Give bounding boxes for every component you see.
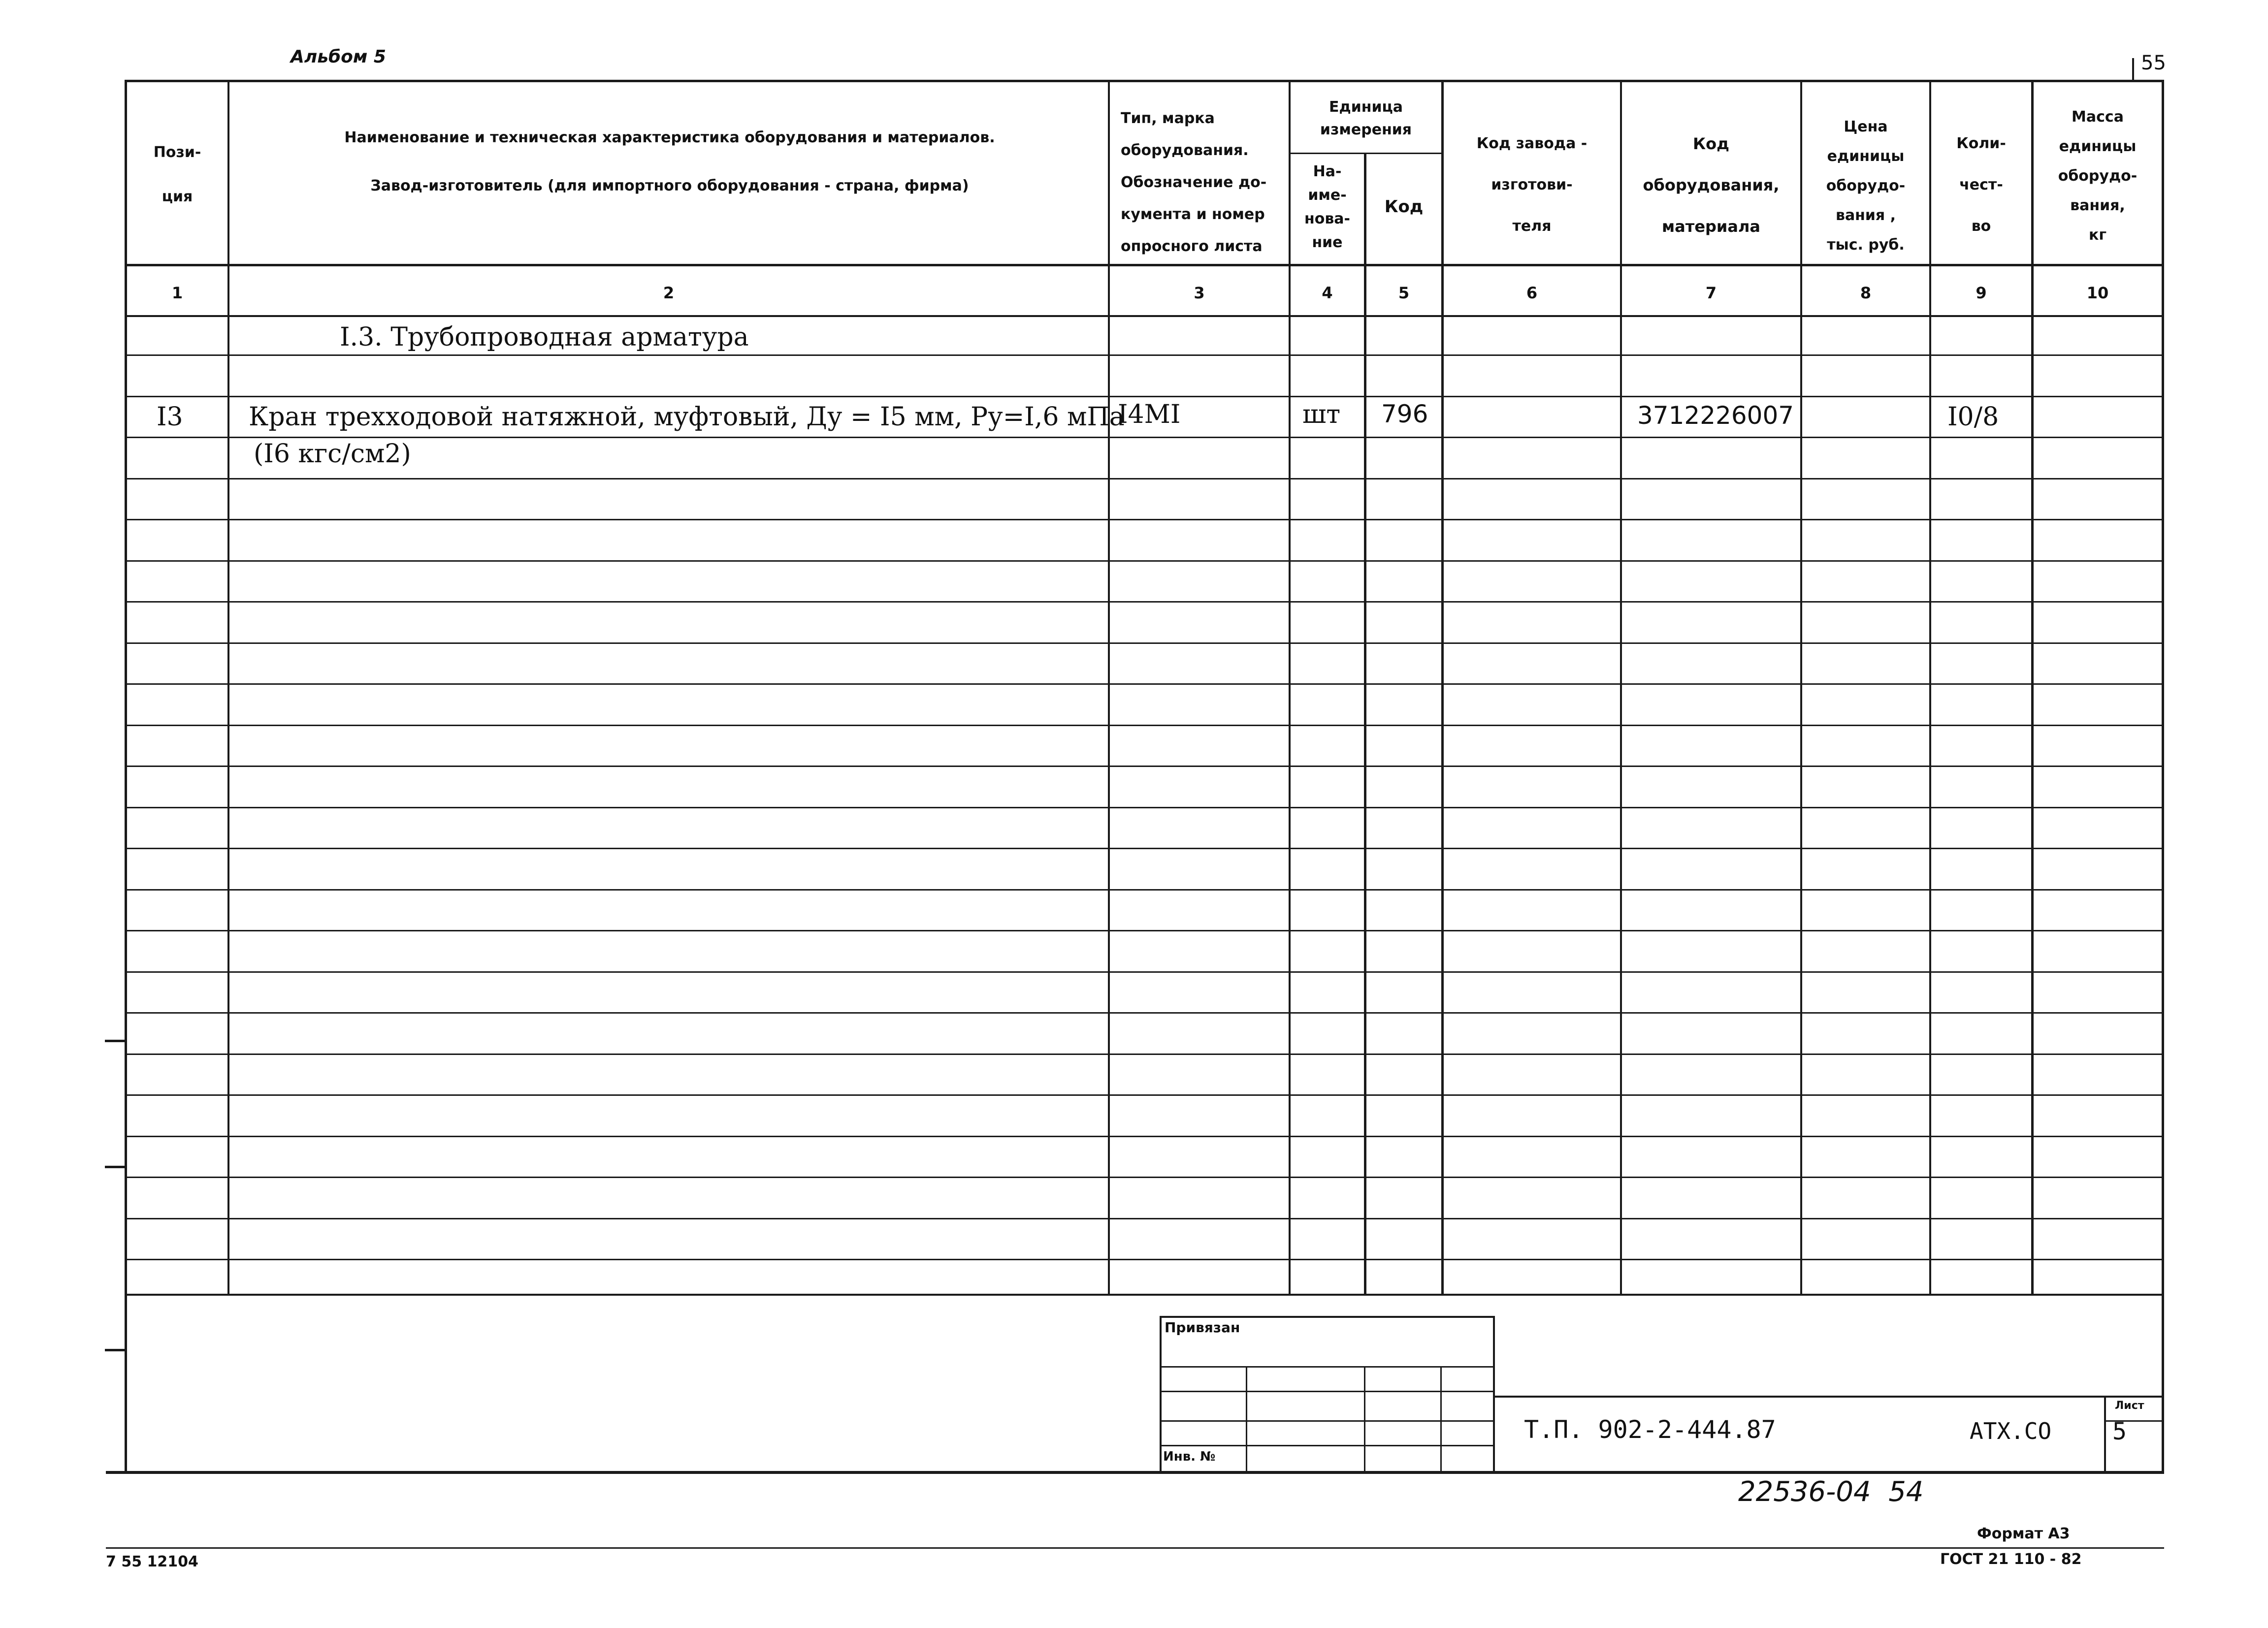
table-top-border [125,80,2163,82]
row-line [125,354,2163,356]
table-bottom-border [106,1471,2164,1474]
stamp-box-right [1493,1316,1495,1472]
row-line [125,642,2163,644]
colnum-2: 2 [663,284,675,302]
stamp-row-2 [1160,1391,1494,1392]
item-unit-name: шт [1302,400,1341,429]
row-line [125,1259,2163,1260]
sheet-number: 5 [2112,1418,2127,1445]
row-line [125,1094,2163,1096]
margin-tick-3 [105,1349,126,1351]
colnum-6: 6 [1526,284,1538,302]
header-position: Пози- ция [153,144,201,205]
row-line [125,601,2163,603]
colnum-4: 4 [1322,284,1333,302]
margin-tick-1 [105,1040,126,1042]
row-line [125,766,2163,767]
row-line [125,437,2163,438]
header-name-line1: Наименование и техническая характеристика оборудования и материалов. [344,129,995,146]
row-line [125,971,2163,973]
doc-code: Т.П. 902-2-444.87 [1524,1415,1776,1444]
top-right-tick [2132,58,2134,81]
title-block-top [1494,1396,2163,1398]
col-line-5 [1441,80,1444,1295]
item-name-line2: (I6 кгс/см2) [254,439,411,469]
row-line [125,1177,2163,1178]
sheet-label: Лист [2115,1400,2144,1412]
row-line [125,1136,2163,1137]
stamp-box-left [1160,1316,1162,1472]
table-right-border [2162,80,2164,1473]
stamp-row-3 [1160,1420,1494,1422]
row-line [125,889,2163,891]
col-line-8 [1929,80,1931,1295]
header-price: Цена единицы оборудо- вания , тыс. руб. [1826,118,1906,254]
stamp-col-3 [1440,1366,1442,1472]
row-line [125,1053,2163,1055]
gost-label: ГОСТ 21 110 - 82 [1940,1551,2082,1568]
header-mass: Масса единицы оборудо- вания, кг [2058,108,2138,244]
item-position: I3 [157,402,183,432]
bottom-line [106,1547,2164,1549]
format-label: Формат А3 [1977,1525,2070,1542]
col-line-6 [1620,80,1622,1295]
header-unit: Единица измерения [1320,98,1412,138]
album-label: Альбом 5 [291,47,386,67]
row-line [125,560,2163,562]
colnum-7: 7 [1705,284,1717,302]
item-quantity: I0/8 [1947,402,1999,432]
page-number-top: 55 [2141,52,2166,74]
colnum-9: 9 [1976,284,1987,302]
header-factory-code: Код завода - изготови- теля [1476,135,1588,235]
header-unit-name: На- име- нова- ние [1304,163,1351,251]
stamp-row-1 [1160,1366,1494,1368]
row-line [125,1218,2163,1219]
stamp-col-1 [1246,1366,1247,1472]
handwritten-number: 22536-04 54 [1738,1476,1924,1508]
colnum-3: 3 [1194,284,1205,302]
header-type: Тип, марка оборудования. Обозначение до- кумента и номер опросного листа [1121,110,1267,255]
header-quantity: Коли- чест- во [1956,135,2006,235]
row-line [125,683,2163,685]
colnum-5: 5 [1398,284,1410,302]
item-equipment-code: 3712226007 [1637,401,1794,430]
col-line-3 [1289,80,1291,1295]
row-line [125,396,2163,397]
colnum-8: 8 [1860,284,1872,302]
stamp-privyazan: Привязан [1165,1319,1240,1336]
colnum-10: 10 [2086,284,2109,302]
stamp-inv-no: Инв. № [1163,1449,1216,1464]
item-unit-code: 796 [1381,400,1428,428]
row-line [125,930,2163,931]
row-line [125,478,2163,479]
stamp-row-4 [1160,1445,1494,1446]
col-line-9 [2031,80,2034,1295]
table-body-end [125,1294,2163,1296]
header-equipment-code: Код оборудования, материала [1643,134,1780,236]
stamp-col-2 [1364,1366,1365,1472]
section-title: I.3. Трубопроводная арматура [340,322,749,352]
row-line [125,519,2163,520]
row-line [125,848,2163,849]
margin-tick-2 [105,1166,126,1168]
sheet-code: АТХ.СО [1970,1418,2052,1444]
row-line [125,725,2163,726]
colnum-bottom-line [125,315,2163,317]
stamp-box-top [1160,1316,1494,1318]
header-unit-code: Код [1384,197,1424,217]
item-type: I4MI [1118,400,1181,429]
item-name-line1: Кран трехходовой натяжной, муфтовый, Ду = I5 мм, Ру=I,6 мПа [249,402,1125,432]
header-name-line2: Завод-изготовитель (для импортного оборудования - страна, фирма) [370,177,969,194]
row-line [125,1012,2163,1014]
row-line [125,807,2163,808]
colnum-1: 1 [171,284,183,302]
header-bottom-line [125,264,2163,266]
sheet-cell-left [2104,1396,2106,1472]
col-line-4 [1364,153,1366,1295]
col-line-7 [1800,80,1802,1295]
bottom-left-code: 7 55 12104 [106,1553,198,1570]
col-line-1 [227,80,229,1295]
